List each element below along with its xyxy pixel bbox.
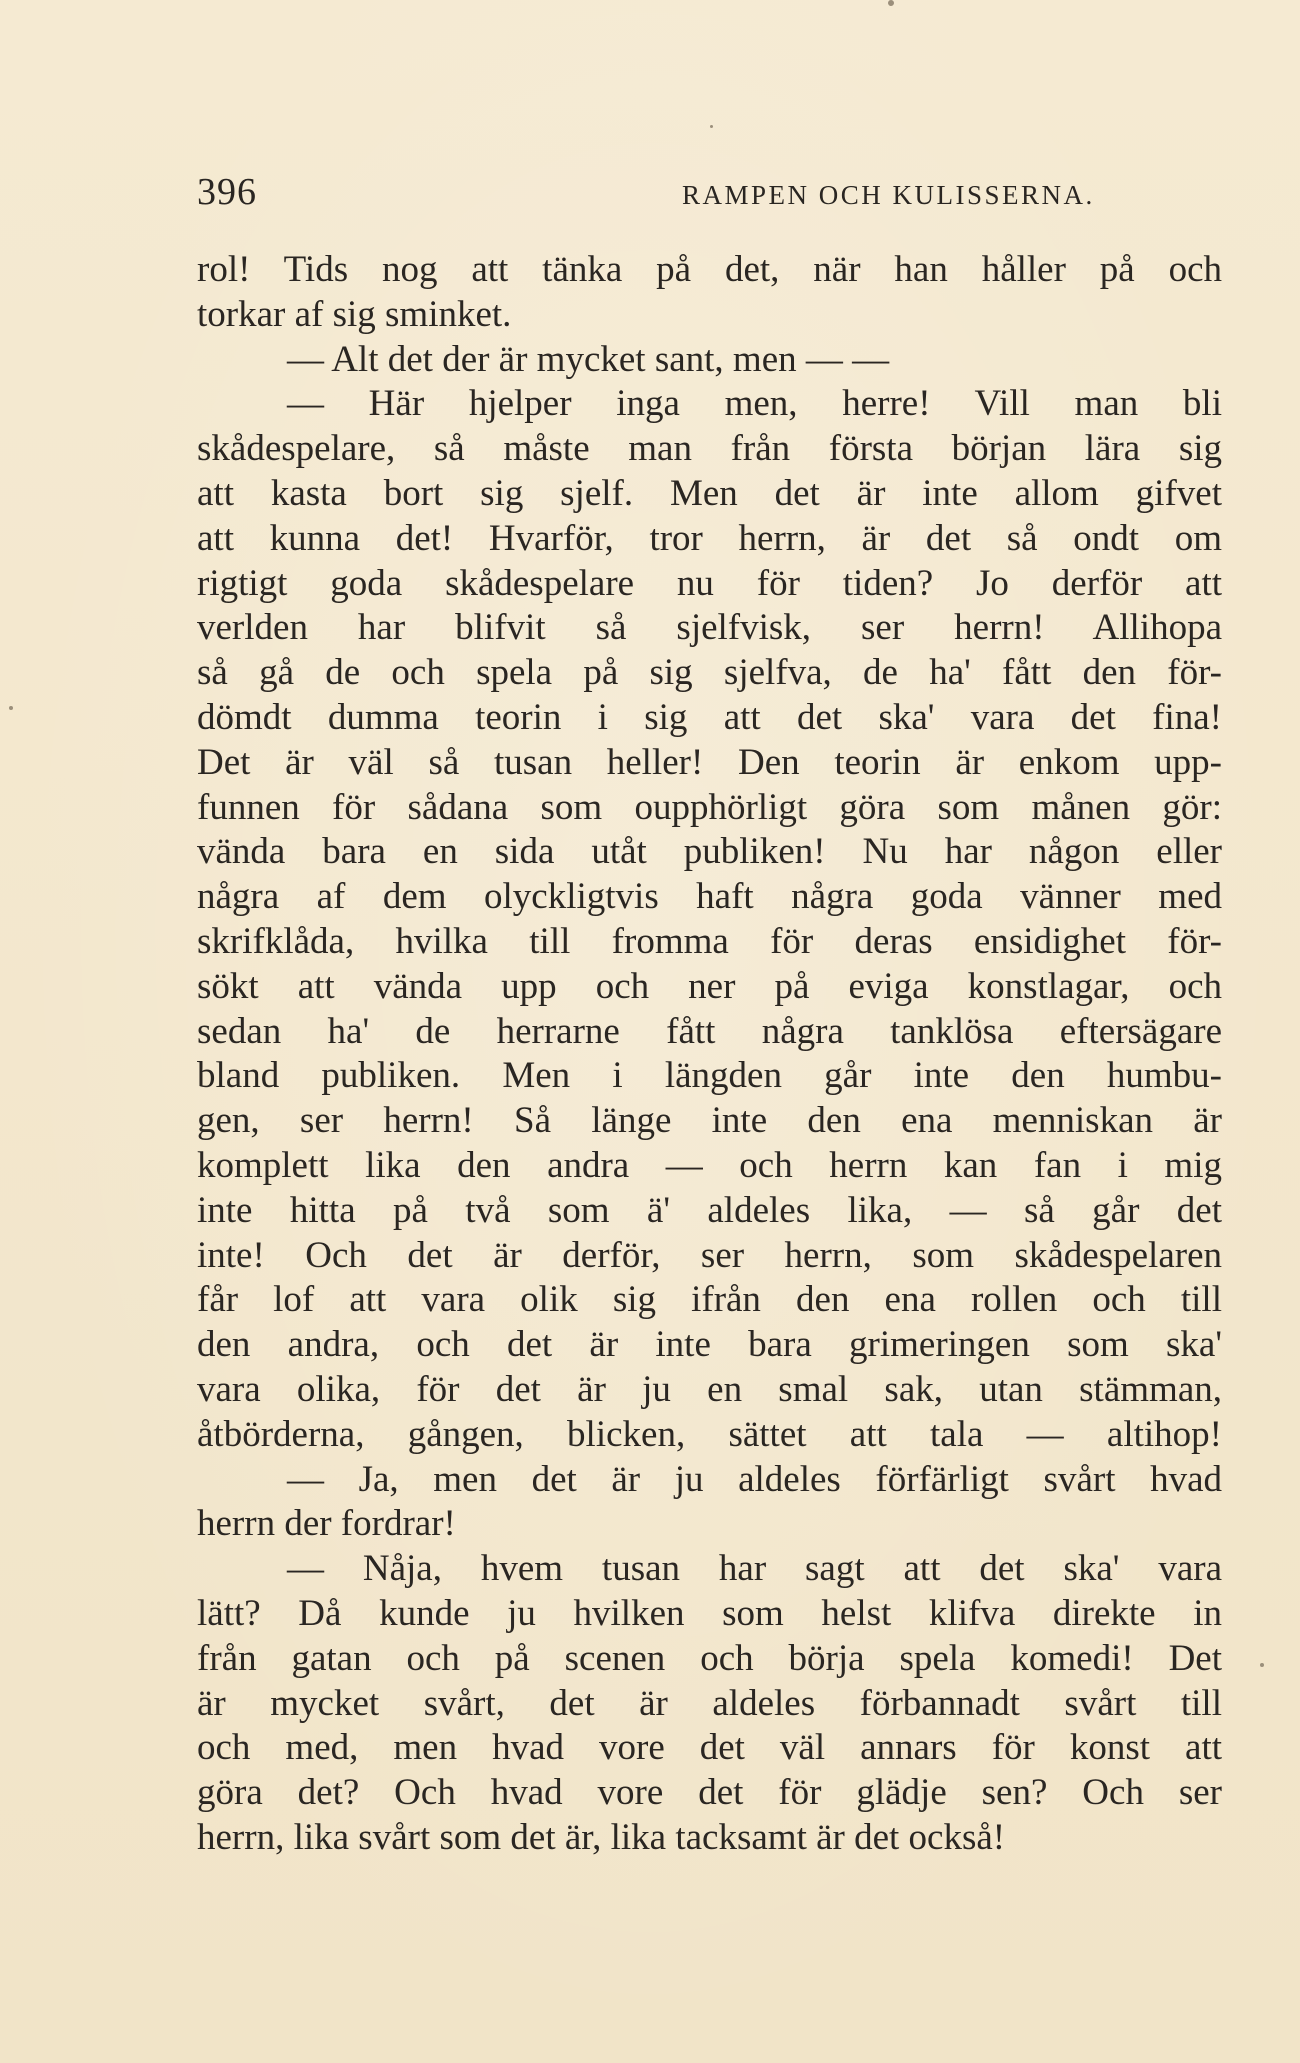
text-line: sedan ha' de herrarne fått några tanklösa eftersägare bbox=[197, 1010, 1222, 1052]
text-line: inte hitta på två som ä' aldeles lika, — så går det bbox=[197, 1189, 1222, 1231]
text-line: herrn, lika svårt som det är, lika tacksamt är det också! bbox=[197, 1816, 1006, 1858]
paper-speck bbox=[710, 125, 713, 128]
text-line: rigtigt goda skådespelare nu för tiden? Jo derför att bbox=[197, 562, 1222, 604]
text-line: skådespelare, så måste man från första början lära sig bbox=[197, 428, 1222, 470]
text-line: får lof att vara olik sig ifrån den ena rollen och till bbox=[197, 1279, 1222, 1321]
text-line: åtbörderna, gången, blicken, sättet att tala — altihop! bbox=[197, 1413, 1222, 1455]
paper-speck bbox=[888, 0, 894, 6]
text-line: dömdt dumma teorin i sig att det ska' vara det fina! bbox=[197, 696, 1222, 738]
text-line: vända bara en sida utåt publiken! Nu har någon eller bbox=[197, 831, 1222, 873]
text-line: gen, ser herrn! Så länge inte den ena menniskan är bbox=[197, 1100, 1222, 1142]
text-line: skrifklåda, hvilka till fromma för deras ensidighet för- bbox=[197, 920, 1222, 962]
page-header bbox=[197, 170, 1237, 218]
text-line: torkar af sig sminket. bbox=[197, 293, 512, 335]
text-line: rol! Tids nog att tänka på det, när han håller på och bbox=[197, 249, 1222, 290]
text-line: — Alt det der är mycket sant, men — — bbox=[287, 338, 890, 380]
body-text bbox=[197, 248, 1222, 1861]
text-line: vara olika, för det är ju en smal sak, utan stämman, bbox=[197, 1368, 1222, 1410]
text-line: lätt? Då kunde ju hvilken som helst klifva direkte in bbox=[197, 1592, 1222, 1634]
text-line: och med, men hvad vore det väl annars för konst att bbox=[197, 1727, 1222, 1769]
text-line: — Här hjelper inga men, herre! Vill man bli bbox=[287, 383, 1222, 425]
text-line: den andra, och det är inte bara grimeringen som ska' bbox=[197, 1324, 1222, 1366]
text-line: är mycket svårt, det är aldeles förbannadt svårt till bbox=[197, 1682, 1222, 1724]
page-number: 396 bbox=[197, 171, 257, 213]
text-line: sökt att vända upp och ner på eviga konstlagar, och bbox=[197, 965, 1222, 1007]
text-line: från gatan och på scenen och börja spela komedi! Det bbox=[197, 1637, 1222, 1679]
text-line: att kasta bort sig sjelf. Men det är inte allom gifvet bbox=[197, 472, 1222, 514]
text-line: att kunna det! Hvarför, tror herrn, är det så ondt om bbox=[197, 517, 1222, 559]
text-line: funnen för sådana som oupphörligt göra som månen gör: bbox=[197, 786, 1222, 828]
text-line: några af dem olyckligtvis haft några goda vänner med bbox=[197, 876, 1222, 918]
text-line: herrn der fordrar! bbox=[197, 1503, 456, 1545]
text-line: — Nåja, hvem tusan har sagt att det ska' vara bbox=[287, 1548, 1222, 1590]
text-line: göra det? Och hvad vore det för glädje sen? Och ser bbox=[197, 1772, 1222, 1814]
running-title: RAMPEN OCH KULISSERNA. bbox=[682, 180, 1095, 210]
text-line: så gå de och spela på sig sjelfva, de ha' fått den för- bbox=[197, 652, 1222, 694]
paper-speck bbox=[9, 706, 13, 710]
text-line: inte! Och det är derför, ser herrn, som skådespelaren bbox=[197, 1234, 1222, 1276]
text-line: — Ja, men det är ju aldeles förfärligt svårt hvad bbox=[287, 1458, 1222, 1500]
text-line: verlden har blifvit så sjelfvisk, ser herrn! Allihopa bbox=[197, 607, 1222, 649]
text-line: komplett lika den andra — och herrn kan fan i mig bbox=[197, 1144, 1222, 1186]
paper-speck bbox=[1260, 1663, 1264, 1667]
text-line: Det är väl så tusan heller! Den teorin är enkom upp- bbox=[197, 741, 1222, 783]
text-line: bland publiken. Men i längden går inte den humbu- bbox=[197, 1055, 1222, 1097]
